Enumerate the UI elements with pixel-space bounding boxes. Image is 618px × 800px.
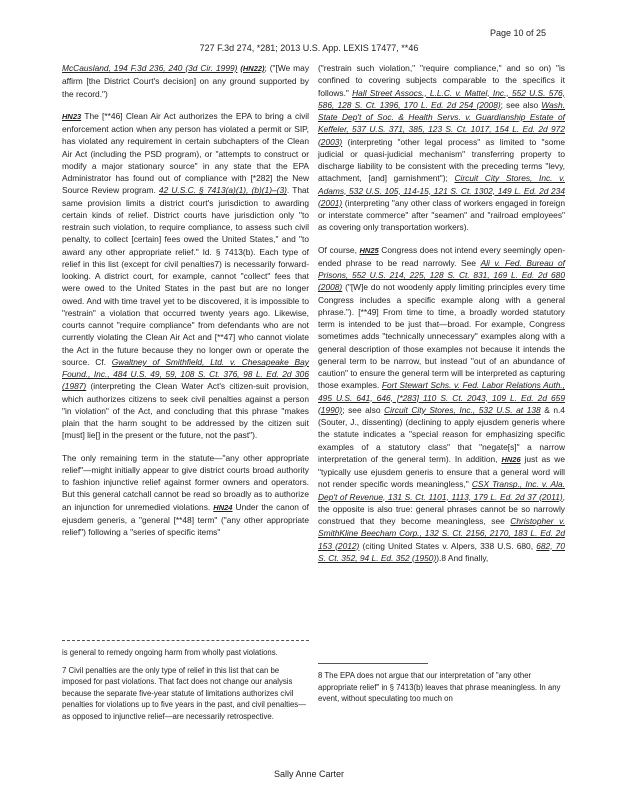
case-citation-link[interactable]: Circuit City Stores, Inc. v. Adams, 532 U.S. 105, 114-15, 121 S. Ct. 1302, 149 L. Ed. 2d 234 (2001) (318, 173, 565, 208)
case-citation-link[interactable]: CSX Transp., Inc. v. Ala. Dep't of Revenue, 131 S. Ct. 1101, 1113, 179 L. Ed. 2d 37 (2011) (318, 479, 565, 502)
case-citation-link[interactable]: Hall Street Assocs., L.L.C. v. Mattel, Inc., 552 U.S. 576, 586, 128 S. Ct. 1396, 170 L. Ed. 2d 254 (2008) (318, 87, 565, 110)
body-text: just as we "typically use ejusdem generis to ensure that a general word will not render specific words meaningless," (318, 453, 565, 490)
body-text: (interpreting the Clean Water Act's citizen-suit provision, which authorizes citizens to seek civil penalties against a person "in violation" of the Act, and concluding that this phrase "makes plain that the harm sought to be addressed by the citizen suit [must] lie[] in the present or the future, not the past"). (62, 381, 309, 441)
case-citation-link[interactable]: Christopher v. SmithKline Beecham Corp., 132 S. Ct. 2156, 2170, 183 L. Ed. 2d 153 (2012) (318, 516, 565, 551)
body-text: Of course, (318, 244, 360, 255)
footnote: is general to remedy ongoing harm from wholly past violations. (62, 648, 278, 657)
body-text: The [**46] Clean Air Act authorizes the EPA to bring a civil enforcement action when any person has violated a permit or SIP, has violated any requirement in certain subchapters of the Clean Air Act (including the PSD program), or "attempts to construct or modify a major stationary source" in any state that the EPA Administrator has found out of compliance with [*282] the New Source Review program. (62, 110, 309, 196)
headnote-link[interactable]: HN24 (213, 502, 233, 512)
footnote-7: 7 Civil penalties are the only type of relief in this list that can be imposed for past violations. That fact does not change our analysis because the separate five-year statute of limitations authorizes civil penalties for violations up to five years in the past, and civil penalties—as opposed to injunctive relief—are necessarily retrospective. (62, 665, 307, 721)
body-text: (interpreting "other legal process" as limited to "some judicial or quasi-judicial mechanism" transferring property to discharge liability to be consistent with the preceding terms "levy, attachment, [and] garnishment"); (318, 136, 565, 184)
body-text: . That same provision limits a district court's jurisdiction to awarding certain kinds of relief. District courts have jurisdiction only "to restrain such violation, to require compliance, to assess such civil penalty, to collect [certain] fees owed the United States," and "to award any other appropriate relief." Id. § 7413(b). Each type of relief in this list (except for civil penalties7) is necessarily forward-looking. A district court, for example, cannot "collect" fees that were owed to the United States in the past but are no longer owed. And with time travel yet to be discovered, it is impossible to "restrain" a violation that occurred twenty years ago. Likewise, courts cannot "require compliance" from defendants who are not currently violating the Clean Air Act and [**47] who cannot violate the Act in the future because they no longer own or operate the source. Cf. (62, 185, 309, 367)
headnote-link[interactable]: (HN22) (240, 64, 265, 73)
body-text: (citing United States v. Alpers, 338 U.S. 680, (359, 540, 537, 551)
case-citation-link[interactable]: McCausland, 194 F.3d 236, 240 (3d Cir. 1999) (62, 63, 238, 73)
headnote-link[interactable]: HN26 (501, 454, 521, 464)
paragraph (62, 452, 309, 539)
body-text: (interpreting "any other class of workers engaged in foreign or interstate commerce" after "seamen" and "railroad employees" as covering only transportation workers). (318, 197, 565, 233)
case-citation-link[interactable]: Circuit City Stores, Inc., 532 U.S. at 138 (384, 404, 541, 415)
body-text: ; see also (342, 404, 385, 415)
case-citation-link[interactable]: Ali v. Fed. Bureau of Prisons, 552 U.S. 214, 225, 128 S. Ct. 831, 169 L. Ed. 2d 680 (2008) (318, 257, 565, 293)
body-text: ; see also (500, 99, 542, 110)
body-text: ).8 And finally, (436, 552, 489, 563)
paragraph (318, 244, 565, 565)
body-text: & n.4 (Souter, J., dissenting) (declining to apply ejusdem generis where the statute indicates a "special reason for emphasizing specific examples of a statutory class" that "negate[s]" a narrow interpretation of the general term). In addition, (318, 404, 565, 464)
body-text: ("restrain such violation," "require compliance," and so on) "is confined to covering subjects comparable to the specifics it follows." (318, 63, 565, 98)
footnote-8: 8 The EPA does not argue that our interpretation of "any other appropriate relief" in § 7413(b) leaves that phrase meaningless. In any event, without speculating too much on (318, 671, 561, 703)
paragraph (62, 62, 309, 100)
body-text: The only remaining term in the statute—"any other appropriate relief"—might initially appear to give district courts broad authority to fashion injunctive relief against former owners and operators. But this general catchall cannot be read so broadly as to authorize an injunction for unremedied violations. (62, 452, 309, 512)
footnote-separator (318, 663, 428, 664)
headnote-link[interactable]: HN23 (62, 111, 82, 121)
page-footer-name: Sally Anne Carter (273, 769, 345, 779)
right-column (318, 62, 565, 574)
case-citation-link[interactable]: Wash. State Dep't of Soc. & Health Servs. v. Guardianship Estate of Keffeler, 537 U.S. 371, 385, 123 S. Ct. 1017, 154 L. Ed. 2d 972 (2003) (318, 99, 565, 147)
case-citation-link[interactable]: Fort Stewart Schs. v. Fed. Labor Relations Auth., 495 U.S. 641, 646, [*283] 110 S. Ct. 2043, 109 L. Ed. 2d 659 (1990) (318, 380, 566, 415)
body-text: , the opposite is also true: general phrases cannot be so narrowly construed that they become meaningless, see (318, 491, 565, 526)
left-footnotes (62, 632, 309, 728)
case-citation-link[interactable]: 42 U.S.C. § 7413(a)(1), (b)(1)–(3) (158, 185, 287, 196)
case-citation-header: 727 F.3d 274, *281; 2013 U.S. App. LEXIS 17477, **46 (199, 43, 419, 53)
right-footnotes (318, 655, 565, 711)
headnote-link[interactable]: HN25 (359, 245, 379, 255)
footnote-separator (62, 640, 309, 641)
paragraph (62, 110, 309, 442)
case-citation-link[interactable]: 682, 70 S. Ct. 352, 94 L. Ed. 352 (1950) (318, 540, 566, 563)
body-text: Under the canon of ejusdem generis, a "general [**48] term" ("any other appropriate relief") following a "series of specific items" (62, 501, 309, 537)
body-text: ; ("[We may affirm [the District Court's decision] on any ground supported by the record.") (62, 63, 310, 99)
paragraph (318, 62, 565, 234)
body-text: Congress does not intend every seemingly open-ended phrase to be read narrowly. See (318, 244, 565, 268)
case-citation-link[interactable]: Gwaltney of Smithfield, Ltd. v. Chesapeake Bay Found., Inc., 484 U.S. 49, 59, 108 S. Ct. 376, 98 L. Ed. 2d 306 (1987) (62, 356, 309, 392)
page-number: Page 10 of 25 (489, 28, 546, 38)
body-text: ("[W]e do not woodenly apply limiting principles every time Congress includes a specific example along with a general phrase."). [**49] From time to time, a broadly worded statutory term is intended to be just that—broad. For example, Congress sometimes adds "technically unnecessary" examples along with a general description of those examples not because it intends the general term to be narrow, but instead "out of an abundance of caution" to ensure the general term will be interpreted as capturing those examples. (318, 282, 565, 391)
left-column (62, 62, 309, 548)
